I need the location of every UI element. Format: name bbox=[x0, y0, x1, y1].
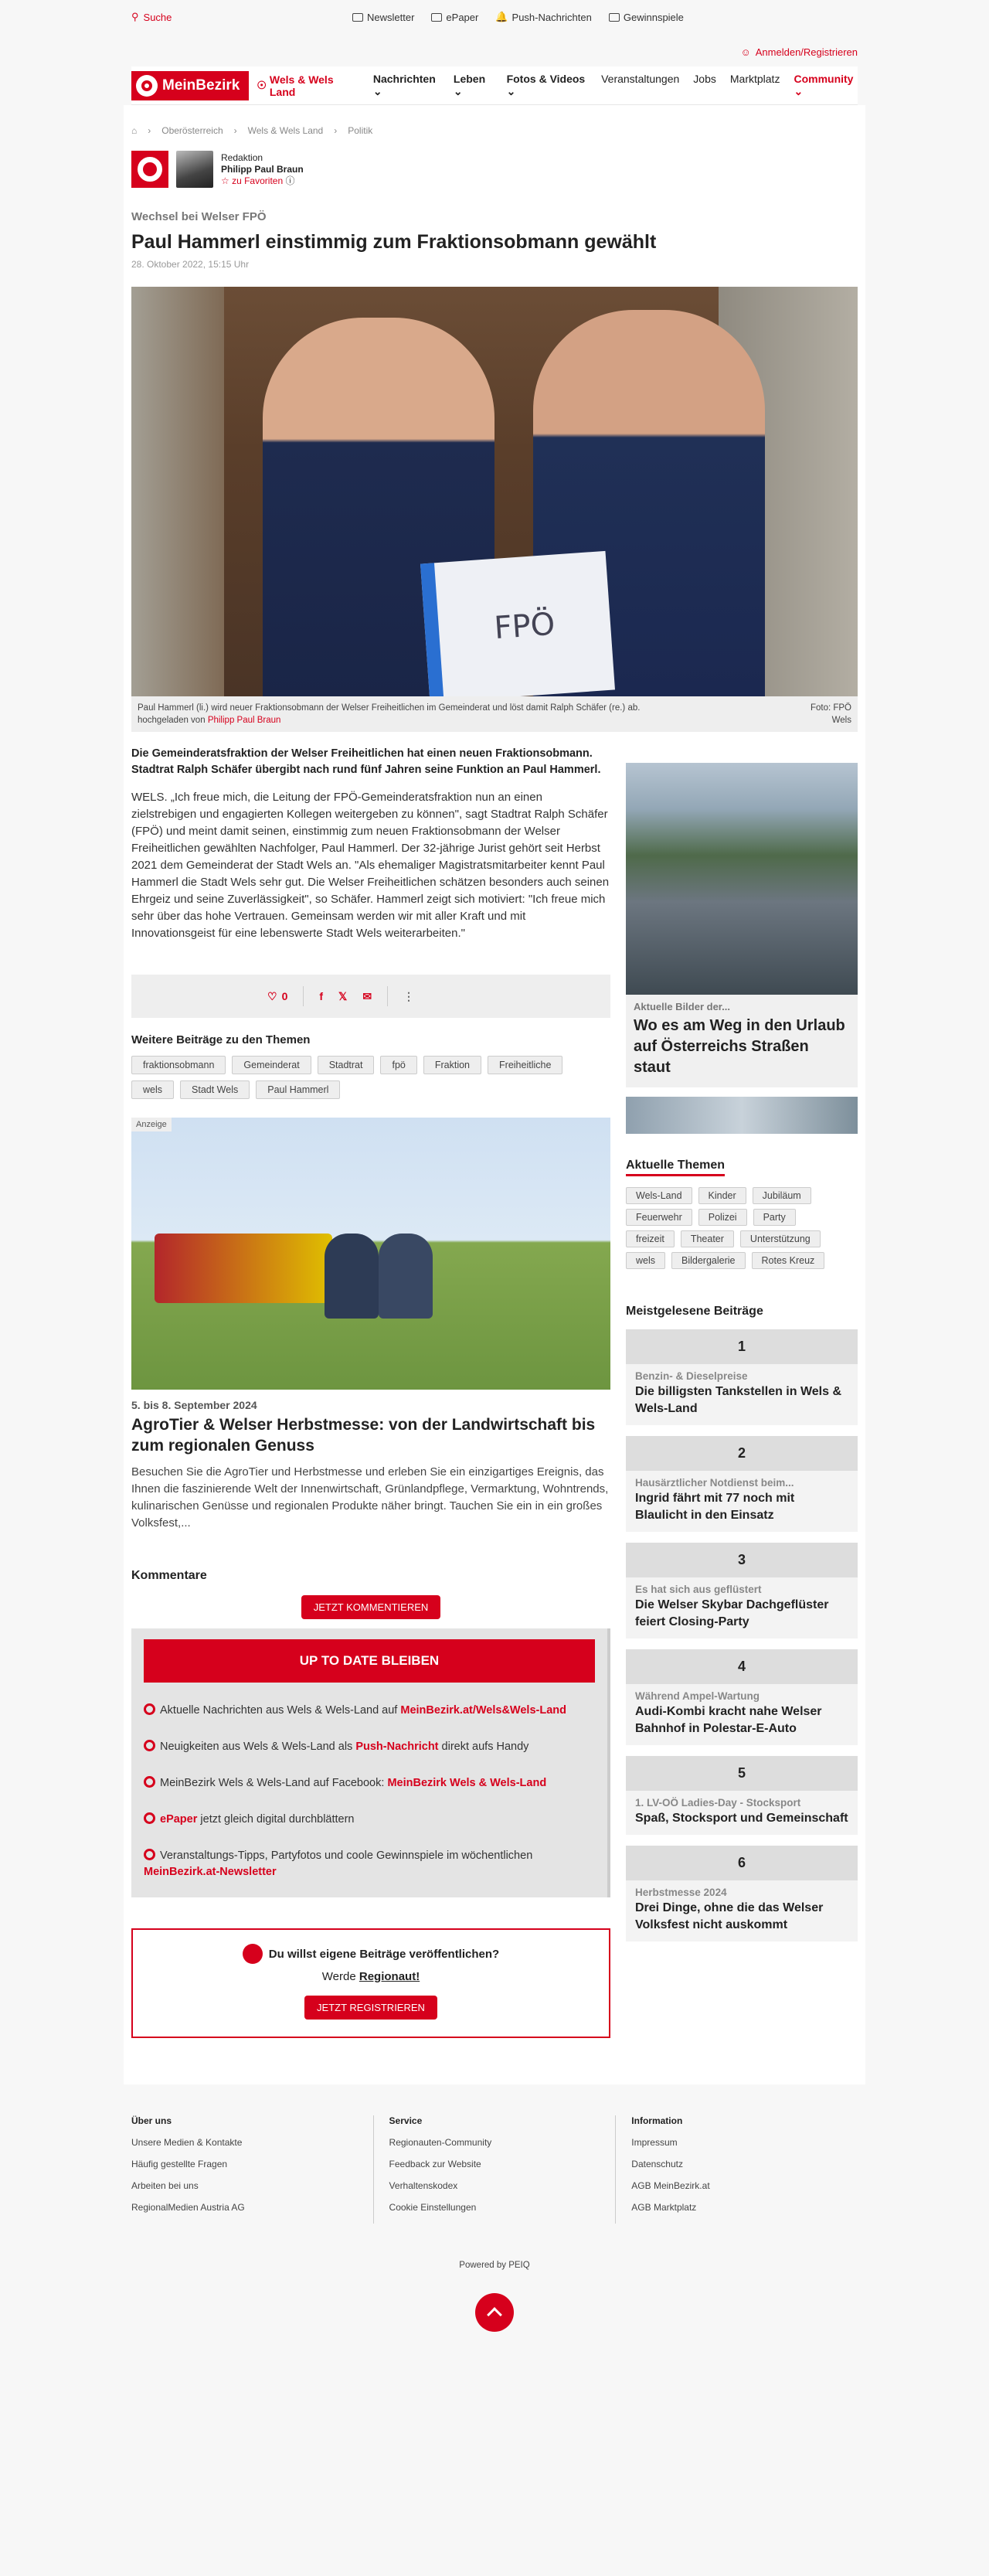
footer-link[interactable]: Cookie Einstellungen bbox=[389, 2202, 477, 2213]
most-read-item[interactable]: 3 Es hat sich aus geflüstert Die Welser Skybar Dachgeflüster feiert Closing-Party bbox=[626, 1543, 858, 1638]
tag[interactable]: fraktionsobmann bbox=[131, 1056, 226, 1074]
info-icon[interactable]: ⓘ bbox=[285, 175, 295, 186]
article-title: Paul Hammerl einstimmig zum Fraktionsobmann gewählt bbox=[131, 231, 657, 253]
more-icon[interactable]: ⋮ bbox=[403, 989, 415, 1002]
footer-link[interactable]: Regionauten-Community bbox=[389, 2137, 492, 2148]
chevron-up-icon bbox=[487, 2307, 502, 2322]
nav-item-leben[interactable]: Leben ⌄ bbox=[453, 73, 486, 97]
gear-icon bbox=[144, 1849, 155, 1860]
themes-heading: Aktuelle Themen bbox=[626, 1159, 725, 1176]
footer-col-info: Information Impressum Datenschutz AGB MeinBezirk.at AGB Marktplatz bbox=[615, 2115, 858, 2224]
nav-items bbox=[373, 73, 858, 98]
breadcrumb-item[interactable]: Politik bbox=[348, 125, 373, 136]
most-read-item[interactable]: 4 Während Ampel-Wartung Audi-Kombi kracht nahe Welser Bahnhof in Polestar-E-Auto bbox=[626, 1649, 858, 1745]
nav-region[interactable]: ☉ Wels & Wels Land bbox=[257, 73, 334, 98]
utd-item: MeinBezirk Wels & Wels-Land auf Facebook: MeinBezirk Wels & Wels-Land bbox=[144, 1775, 595, 1792]
most-read-item[interactable]: 1 Benzin- & Dieselpreise Die billigsten Tankstellen in Wels & Wels-Land bbox=[626, 1329, 858, 1425]
author-meta: Redaktion Philipp Paul Braun ☆ zu Favoriten ⓘ bbox=[221, 151, 304, 186]
footer-link[interactable]: RegionalMedien Austria AG bbox=[131, 2202, 245, 2213]
uploader-link[interactable]: Philipp Paul Braun bbox=[207, 716, 281, 725]
themes-tags bbox=[626, 1187, 850, 1269]
tag[interactable]: Paul Hammerl bbox=[256, 1080, 340, 1099]
breadcrumb: ⌂ › Oberösterreich › Wels & Wels Land › Politik bbox=[131, 125, 373, 136]
heart-icon: ♡ bbox=[267, 989, 277, 1002]
login-row bbox=[0, 39, 989, 66]
tag[interactable]: Party bbox=[753, 1209, 796, 1226]
x-share-icon[interactable]: 𝕏 bbox=[338, 989, 348, 1002]
mail-icon bbox=[352, 13, 363, 22]
gear-icon bbox=[144, 1776, 155, 1788]
home-icon[interactable]: ⌂ bbox=[131, 125, 138, 136]
tag[interactable]: Jubiläum bbox=[753, 1187, 811, 1204]
utd-link[interactable]: MeinBezirk.at/Wels&Wels-Land bbox=[400, 1704, 566, 1717]
gift-icon bbox=[609, 13, 620, 22]
most-read-heading: Meistgelesene Beiträge bbox=[626, 1305, 763, 1318]
logo[interactable]: MeinBezirk bbox=[131, 71, 249, 100]
page bbox=[124, 105, 865, 2084]
comments-heading: Kommentare bbox=[131, 1569, 207, 1582]
tag[interactable]: Bildergalerie bbox=[671, 1252, 745, 1269]
footer-col-service: Service Regionauten-Community Feedback zur Website Verhaltenskodex Cookie Einstellungen bbox=[373, 2115, 616, 2224]
comment-button[interactable]: JETZT KOMMENTIEREN bbox=[301, 1595, 441, 1619]
tag[interactable]: freizeit bbox=[626, 1230, 675, 1247]
related-heading: Weitere Beiträge zu den Themen bbox=[131, 1033, 311, 1046]
utd-link[interactable]: ePaper bbox=[160, 1813, 198, 1826]
facebook-share-icon[interactable]: f bbox=[319, 990, 324, 1002]
footer-link[interactable]: Feedback zur Website bbox=[389, 2159, 481, 2169]
search-link[interactable]: ⚲ Suche bbox=[131, 11, 172, 23]
ad-title[interactable]: AgroTier & Welser Herbstmesse: von der Landwirtschaft bis zum regionalen Genuss bbox=[131, 1416, 596, 1455]
footer-link[interactable]: Häufig gestellte Fragen bbox=[131, 2159, 228, 2169]
service-links bbox=[352, 11, 684, 23]
tag[interactable]: Rotes Kreuz bbox=[752, 1252, 825, 1269]
footer-col-about: Über uns Unsere Medien & Kontakte Häufig gestellte Fragen Arbeiten bei uns RegionalMedien Austria AG bbox=[131, 2115, 373, 2224]
nav-item-fotos[interactable]: Fotos & Videos ⌄ bbox=[506, 73, 586, 97]
register-button[interactable]: JETZT REGISTRIEREN bbox=[304, 1996, 437, 2020]
login-link[interactable]: ☺ Anmelden/Registrieren bbox=[740, 46, 858, 58]
utd-link[interactable]: MeinBezirk.at-Newsletter bbox=[144, 1866, 277, 1878]
most-read-item[interactable]: 2 Hausärztlicher Notdienst beim... Ingrid fährt mit 77 noch mit Blaulicht in den Einsatz bbox=[626, 1436, 858, 1532]
footer-link[interactable]: Impressum bbox=[631, 2137, 678, 2148]
epaper-icon bbox=[431, 13, 442, 22]
tag[interactable]: Polizei bbox=[698, 1209, 747, 1226]
gallery-card[interactable]: Aktuelle Bilder der... Wo es am Weg in den Urlaub auf Österreichs Straßen staut bbox=[626, 995, 858, 1087]
author-name[interactable]: Philipp Paul Braun bbox=[221, 163, 304, 175]
up-to-date-box bbox=[131, 1628, 610, 1897]
tag[interactable]: Gemeinderat bbox=[232, 1056, 311, 1074]
article-hero-image[interactable] bbox=[131, 287, 858, 696]
tag[interactable]: wels bbox=[131, 1080, 174, 1099]
main-column bbox=[131, 741, 610, 2084]
related-tags bbox=[131, 1056, 564, 1099]
gallery-image[interactable] bbox=[626, 763, 858, 995]
mail-share-icon[interactable]: ✉ bbox=[362, 989, 372, 1002]
footer-link[interactable]: Verhaltenskodex bbox=[389, 2180, 458, 2191]
regionaut-link[interactable]: Regionaut! bbox=[359, 1970, 420, 1983]
user-icon: ☺ bbox=[740, 46, 751, 58]
utd-item: Aktuelle Nachrichten aus Wels & Wels-Land auf MeinBezirk.at/Wels&Wels-Land bbox=[144, 1703, 595, 1719]
scroll-to-top-button[interactable] bbox=[475, 2293, 514, 2332]
nav-item-community[interactable]: Community ⌄ bbox=[794, 73, 854, 97]
author-box bbox=[131, 148, 858, 190]
ad-date: 5. bis 8. September 2024 bbox=[131, 1399, 257, 1411]
tag[interactable]: Fraktion bbox=[423, 1056, 481, 1074]
footer-link[interactable]: Unsere Medien & Kontakte bbox=[131, 2137, 243, 2148]
footer-link[interactable]: Arbeiten bei uns bbox=[131, 2180, 199, 2191]
article-date: 28. Oktober 2022, 15:15 Uhr bbox=[131, 259, 250, 270]
gear-icon bbox=[144, 1740, 155, 1751]
gear-icon bbox=[144, 1812, 155, 1824]
newsletter-link[interactable]: Newsletter bbox=[352, 11, 414, 23]
search-icon: ⚲ bbox=[131, 11, 139, 22]
utd-item: ePaper jetzt gleich digital durchblättern bbox=[144, 1812, 595, 1828]
breadcrumb-item[interactable]: Wels & Wels Land bbox=[247, 125, 324, 136]
utd-item: Veranstaltungs-Tipps, Partyfotos und coole Gewinnspiele im wöchentlichen MeinBezirk.at-Newsletter bbox=[144, 1849, 533, 1878]
image-caption: Paul Hammerl (li.) wird neuer Fraktionsobmann der Welser Freiheitlichen im Gemeinderat und löst damit Ralph Schäfer (re.) ab. hochgeladen von Philipp Paul Braun Foto: FPÖ Wels bbox=[131, 696, 858, 732]
utd-link[interactable]: MeinBezirk Wels & Wels-Land bbox=[387, 1777, 547, 1789]
most-read-item[interactable]: 5 1. LV-OÖ Ladies-Day - Stocksport Spaß, Stocksport und Gemeinschaft bbox=[626, 1756, 858, 1835]
utd-item: Neuigkeiten aus Wels & Wels-Land als Push-Nachricht direkt aufs Handy bbox=[144, 1739, 595, 1755]
article-actions bbox=[131, 975, 610, 1018]
sidebar bbox=[626, 741, 858, 2084]
location-pin-icon: ☉ bbox=[257, 79, 267, 91]
up-to-date-heading: UP TO DATE BLEIBEN bbox=[144, 1639, 595, 1683]
breadcrumb-item[interactable]: Oberösterreich bbox=[161, 125, 223, 136]
nav-item-veranstaltungen[interactable]: Veranstaltungen bbox=[601, 73, 680, 85]
article-body: WELS. „Ich freue mich, die Leitung der FPÖ-Gemeinderatsfraktion nun an einen zielstrebigen und engagierten Kollegen weitergeben zu können", sagt Stadtrat Ralph Schäfer (FPÖ) und meint damit seinen, einstimmig zum neuen Fraktionsobmann der Welser Freiheitlichen gewählten Nachfolger, Paul Hammerl. Der 32-jährige Jurist gehört seit Herbst 2021 dem Gemeinderat der Stadt Wels an. "Als ehemaliger Magistratsmitarbeiter kennt Paul Hammerl die Stadt Wels sehr gut. Die Welser Freiheitlichen schätzen besonders auch seinen Ehrgeiz und seine Zuverlässigkeit", so Schäfer. Hammerl zeigt sich motiviert: "Ich freue mich sehr über das hohe Vertrauen. Gemeinsam werden wir mit aller Kraft und mit Innovationsgeist für eine lebenswerte Stadt Wels weiterarbeiten." bbox=[131, 791, 610, 940]
tag[interactable]: Kinder bbox=[698, 1187, 746, 1204]
gallery-strip-image[interactable] bbox=[626, 1097, 858, 1134]
meinbezirk-icon bbox=[243, 1944, 263, 1964]
fpoe-folder: FPÖ bbox=[420, 551, 615, 696]
article-lead: Die Gemeinderatsfraktion der Welser Freiheitlichen hat einen neuen Fraktionsobmann. Stadtrat Ralph Schäfer übergibt nach rund fünf Jahren seine Funktion an Paul Hammerl. bbox=[131, 747, 601, 776]
nav-item-jobs[interactable]: Jobs bbox=[693, 73, 716, 85]
meinbezirk-logo-icon bbox=[131, 151, 168, 188]
tag[interactable]: fpö bbox=[380, 1056, 416, 1074]
favorite-link[interactable]: ☆ zu Favoriten bbox=[221, 175, 284, 186]
footer-link[interactable]: AGB MeinBezirk.at bbox=[631, 2180, 710, 2191]
most-read-item[interactable]: 6 Herbstmesse 2024 Drei Dinge, ohne die das Welser Volksfest nicht auskommt bbox=[626, 1846, 858, 1941]
utd-link[interactable]: Push-Nachricht bbox=[355, 1741, 439, 1753]
register-box: Du willst eigene Beiträge veröffentlichen? Werde Regionaut! JETZT REGISTRIEREN bbox=[131, 1928, 610, 2038]
footer bbox=[124, 2084, 865, 2378]
main-nav bbox=[131, 66, 858, 105]
gear-icon bbox=[144, 1703, 155, 1715]
content-columns bbox=[131, 741, 858, 2084]
footer-link[interactable]: Datenschutz bbox=[631, 2159, 683, 2169]
nav-item-marktplatz[interactable]: Marktplatz bbox=[729, 73, 780, 85]
footer-link[interactable]: AGB Marktplatz bbox=[631, 2202, 697, 2213]
top-bar bbox=[0, 0, 989, 39]
ad-label: Anzeige bbox=[131, 1118, 172, 1131]
nav-item-nachrichten[interactable]: Nachrichten ⌄ bbox=[372, 73, 436, 97]
article-kicker: Wechsel bei Welser FPÖ bbox=[131, 210, 267, 223]
ad-image[interactable] bbox=[131, 1118, 610, 1390]
tag[interactable]: wels bbox=[626, 1252, 665, 1269]
tag[interactable]: Theater bbox=[681, 1230, 734, 1247]
avatar[interactable] bbox=[176, 151, 213, 188]
ad-text: Besuchen Sie die AgroTier und Herbstmesse und erleben Sie ein einzigartiges Ereignis, das Ihnen die faszinierende Welt der Innenwirtschaft, Grünlandpflege, Vermarktung, Wohntrends, kulinarischen Genüsse und regionalen Produkte näher bringt. Tauchen Sie ein in ein großes Volksfest,... bbox=[131, 1465, 609, 1530]
tag[interactable]: Stadt Wels bbox=[180, 1080, 250, 1099]
powered-by: Powered by PEIQ bbox=[459, 2261, 530, 2270]
tag[interactable]: Freiheitliche bbox=[488, 1056, 562, 1074]
logo-icon bbox=[136, 75, 158, 97]
epaper-link[interactable]: ePaper bbox=[431, 11, 478, 23]
like-button[interactable]: ♡ 0 bbox=[267, 989, 288, 1002]
gewinnspiele-link[interactable]: Gewinnspiele bbox=[609, 11, 684, 23]
tag[interactable]: Feuerwehr bbox=[626, 1209, 692, 1226]
bell-icon: 🔔 bbox=[495, 11, 508, 22]
tag[interactable]: Stadtrat bbox=[318, 1056, 375, 1074]
tag[interactable]: Wels-Land bbox=[626, 1187, 692, 1204]
push-link[interactable]: 🔔 Push-Nachrichten bbox=[495, 11, 592, 23]
tag[interactable]: Unterstützung bbox=[740, 1230, 821, 1247]
